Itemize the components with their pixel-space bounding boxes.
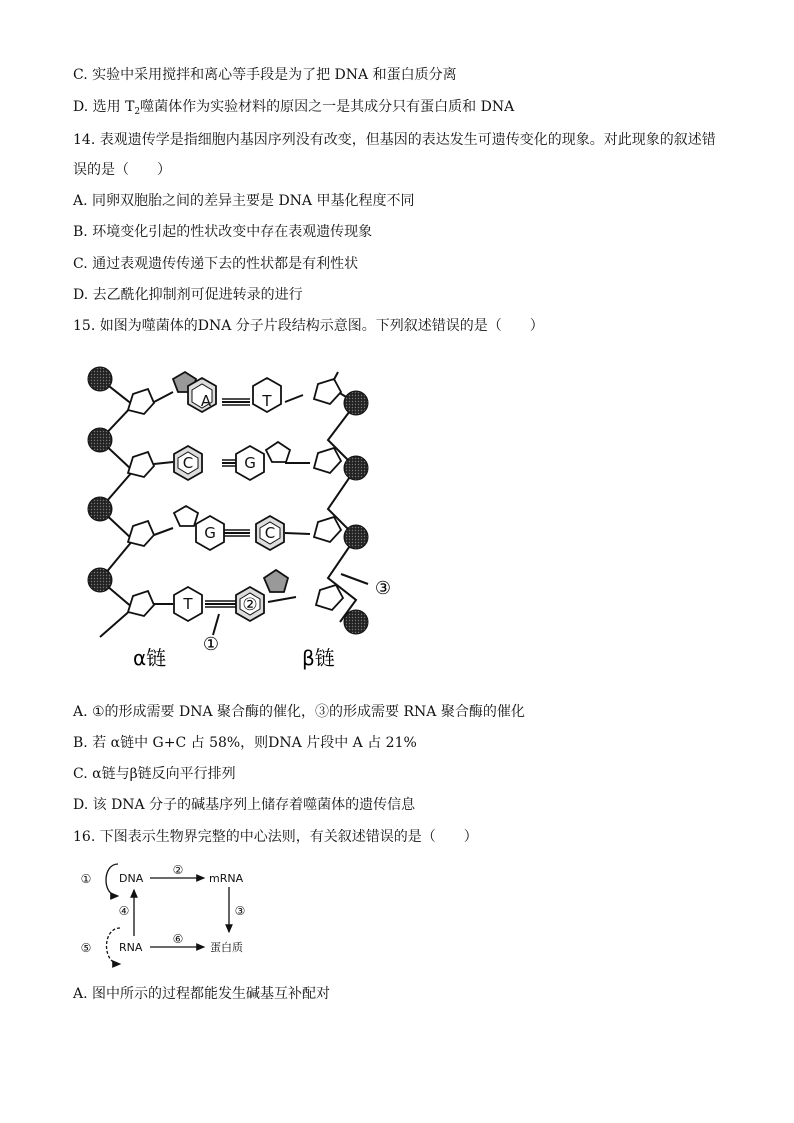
- cd-label-3: ③: [234, 904, 246, 918]
- label-circled-3: ③: [374, 578, 392, 599]
- cd-label-1: ①: [80, 872, 92, 886]
- q13-d-subscript: 2: [134, 107, 141, 117]
- q13-d-prefix: D. 选用 T: [73, 99, 135, 115]
- label-circled-1: ①: [202, 634, 220, 655]
- cd-label-5: ⑤: [80, 941, 92, 955]
- base-pair-1-right: T: [262, 392, 272, 410]
- base-pair-1-left: A: [200, 392, 212, 410]
- base-pair-2-left: C: [182, 454, 194, 472]
- beta-chain-label: β链: [302, 646, 335, 670]
- central-dogma-figure: [76, 856, 276, 974]
- q15-option-b: B. 若 α链中 G+C 占 58%，则DNA 片段中 A 占 21%: [73, 735, 417, 751]
- base-pair-4-right: ②: [242, 595, 258, 615]
- q15-option-d: D. 该 DNA 分子的碱基序列上储存着噬菌体的遗传信息: [73, 797, 416, 813]
- alpha-chain-label: α链: [133, 646, 167, 670]
- base-pair-4-left: T: [183, 595, 193, 613]
- phosphate-alpha-1: [88, 367, 112, 391]
- q15-stem: 15. 如图为噬菌体的DNA 分子片段结构示意图。下列叙述错误的是（ ）: [73, 318, 544, 334]
- base-pair-3-left: G: [204, 524, 216, 542]
- cd-mrna: mRNA: [209, 872, 244, 885]
- q14-option-c: C. 通过表观遗传传递下去的性状都是有利性状: [73, 256, 359, 272]
- cd-label-4: ④: [118, 904, 130, 918]
- cd-label-2: ②: [172, 863, 184, 877]
- q15-option-a: A. ①的形成需要 DNA 聚合酶的催化，③的形成需要 RNA 聚合酶的催化: [73, 704, 525, 720]
- q14-stem-line1: 14. 表观遗传学是指细胞内基因序列没有改变，但基因的表达发生可遗传变化的现象。对此现象的叙述错: [73, 132, 716, 148]
- base-pair-2-right: G: [244, 454, 256, 472]
- q13-d-suffix: 噬菌体作为实验材料的原因之一是其成分只有蛋白质和 DNA: [140, 99, 515, 115]
- q16-stem: 16. 下图表示生物界完整的中心法则，有关叙述错误的是（ ）: [73, 829, 478, 845]
- q14-option-a: A. 同卵双胞胎之间的差异主要是 DNA 甲基化程度不同: [73, 193, 415, 209]
- cd-label-6: ⑥: [172, 932, 184, 946]
- base-pair-3-right: C: [264, 524, 276, 542]
- cd-protein: 蛋白质: [210, 941, 243, 954]
- cd-dna: DNA: [119, 872, 144, 885]
- q16-option-a: A. 图中所示的过程都能发生碱基互补配对: [73, 986, 331, 1002]
- dna-structure-figure: [78, 352, 408, 674]
- q14-stem-line2: 误的是（ ）: [73, 162, 171, 178]
- cd-rna: RNA: [119, 941, 143, 954]
- q14-option-d: D. 去乙酰化抑制剂可促进转录的进行: [73, 287, 303, 303]
- q14-option-b: B. 环境变化引起的性状改变中存在表观遗传现象: [73, 224, 373, 240]
- q13-option-d: [73, 98, 514, 116]
- q15-option-c: C. α链与β链反向平行排列: [73, 766, 236, 782]
- q13-option-c: C. 实验中采用搅拌和离心等手段是为了把 DNA 和蛋白质分离: [73, 67, 457, 83]
